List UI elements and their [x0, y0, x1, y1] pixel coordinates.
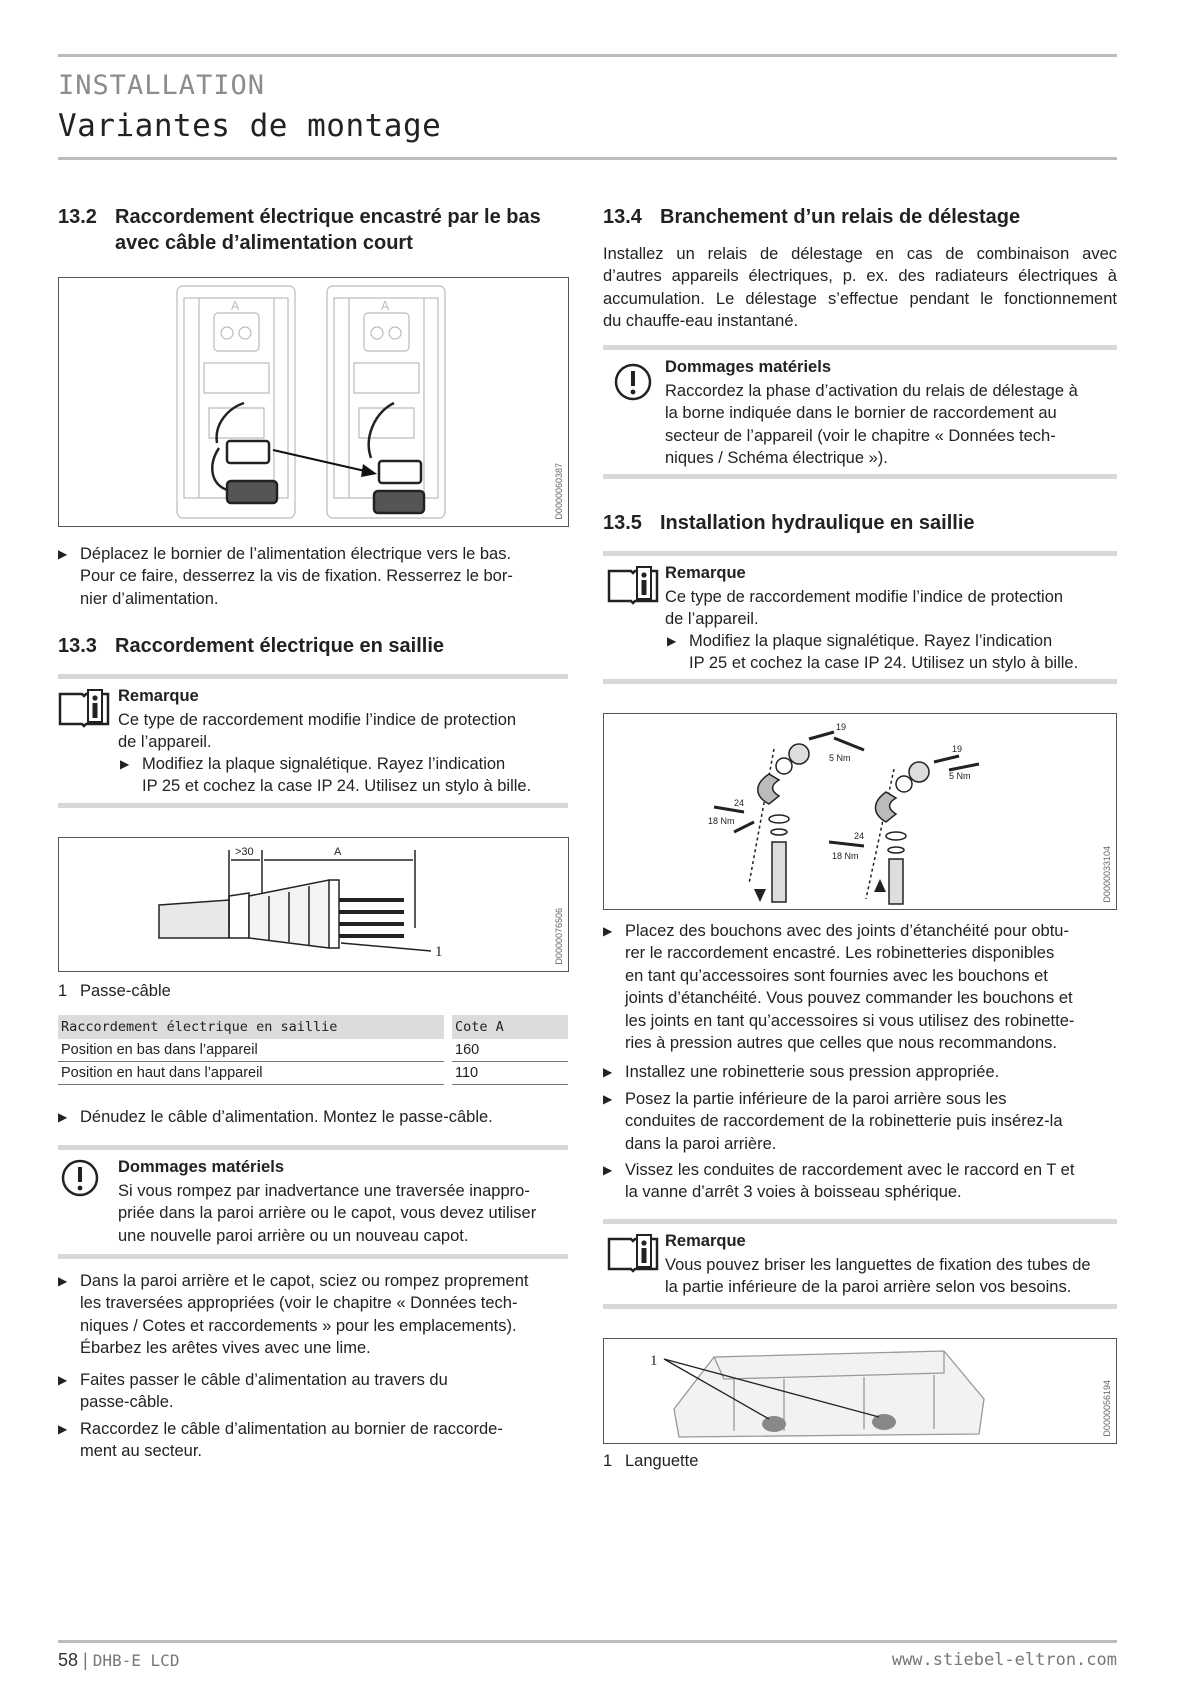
text-line: Si vous rompez par inadvertance une traversée inappro-: [118, 1182, 530, 1200]
svg-text:A: A: [381, 299, 390, 313]
text-line: ▶ Modifiez la plaque signalétique. Rayez l’indication: [689, 632, 1053, 650]
heading-text: Branchement d’un relais de délestage: [660, 206, 1021, 228]
text-line: dans la paroi arrière.: [625, 1134, 777, 1153]
text-line: Pour ce faire, desserrez la vis de fixation. Resserrez le bor-: [80, 567, 513, 586]
text-line: ries à pression autres que celles que nous recommandons.: [625, 1034, 1057, 1053]
table-cell: 110: [448, 1062, 568, 1085]
text-line: la vanne d’arrêt 3 voies à boisseau sphérique.: [625, 1183, 962, 1202]
step-screw-lines: [603, 1159, 1139, 1204]
torque-label: 5 Nm: [829, 753, 851, 763]
text-line: une nouvelle paroi arrière ou un nouveau capot.: [118, 1226, 469, 1245]
footer-left: [58, 1650, 179, 1671]
caption-number: 1: [603, 1452, 613, 1470]
text-line: Vous pouvez briser les languettes de fixation des tubes de: [665, 1256, 1091, 1274]
damage-body: [118, 1180, 568, 1247]
callout-label: 1: [650, 1353, 658, 1369]
caption-text: Passe-câble: [80, 982, 171, 1000]
table-row: [58, 1062, 568, 1085]
step-lower-part: [603, 1088, 1139, 1155]
text-line: les traversées appropriées (voir le chapitre « Données tech-: [80, 1294, 518, 1313]
note-bottom-bar: [603, 1304, 1117, 1309]
note-bottom-bar: [603, 679, 1117, 684]
text-line: secteur de l’appareil (voir le chapitre « Données tech-: [665, 426, 1056, 445]
step-install-tap: [603, 1061, 1139, 1083]
text-line: niques / Schéma électrique »).: [665, 449, 888, 468]
text-line: passe-câble.: [80, 1393, 174, 1412]
figure-tabs: [603, 1338, 1117, 1444]
heading-number: 13.4: [603, 206, 642, 228]
page-number: 58: [58, 1650, 79, 1670]
text-line: ▶ Vissez les conduites de raccordement avec le raccord en T et: [625, 1161, 1075, 1179]
dimension-table: [58, 1015, 568, 1085]
heading-13-3: [58, 633, 578, 661]
table-cell: 160: [448, 1039, 568, 1062]
warning-exclamation-icon: [613, 362, 653, 402]
text-line: Installez un relais de délestage en cas de combinaison avec: [603, 245, 1117, 263]
figure-caption: [58, 982, 171, 1001]
note-bottom-bar: [603, 474, 1117, 479]
wrench-size-label: 19: [836, 722, 847, 732]
text-line: conduites de raccordement de la robinetterie puis insérez-la: [625, 1112, 1063, 1131]
dimension-label: >30: [235, 846, 254, 858]
step-plugs: [603, 920, 1139, 1054]
info-book-icon: [607, 1233, 659, 1273]
figure-cable-gland: [58, 837, 569, 972]
table-header-cell: Cote A: [448, 1015, 568, 1039]
text-line: accumulation. Le délestage s’effectue pendant le fonctionnement: [603, 289, 1117, 308]
wrench-size-label: 24: [854, 831, 865, 841]
text-line: rer le raccordement encastré. Les robinetteries disponibles: [625, 944, 1055, 963]
header-section: INSTALLATION: [58, 70, 266, 101]
table-cell: Position en haut dans l’appareil: [58, 1062, 448, 1085]
note-step: [120, 753, 592, 798]
header-top-rule: [58, 54, 1117, 57]
text-line: de l’appareil.: [665, 610, 759, 629]
text-line: d’autres appareils électriques, p. ex. des radiateurs électriques à: [603, 267, 1117, 286]
text-line: ▶ Dans la paroi arrière et le capot, sciez ou rompez proprement: [80, 1272, 529, 1290]
text-line: du chauffe-eau instantané.: [603, 312, 799, 331]
torque-label: 18 Nm: [832, 851, 859, 861]
figure-id: D0000076506: [554, 908, 564, 965]
caption-number: 1: [58, 982, 68, 1000]
heading-text: Raccordement électrique en saillie: [115, 635, 445, 657]
wrench-size-label: 19: [952, 744, 963, 754]
text-line: IP 25 et cochez la case IP 24. Utilisez un stylo à bille.: [689, 654, 1079, 673]
footer-rule: [58, 1640, 1117, 1643]
heading-13-5: [603, 510, 1117, 538]
text-line: Raccordez la phase d’activation du relais de délestage à: [665, 382, 1078, 400]
text-line: ▶ Dénudez le câble d’alimentation. Montez le passe-câble.: [80, 1108, 493, 1126]
text-line: ment au secteur.: [80, 1442, 202, 1461]
heading-number: 13.3: [58, 635, 97, 657]
text-line: la partie inférieure de la paroi arrière selon vos besoins.: [665, 1278, 1072, 1297]
text-line: ▶ Modifiez la plaque signalétique. Rayez l’indication: [142, 755, 506, 773]
table-row: [58, 1039, 568, 1062]
info-book-icon: [607, 565, 659, 605]
info-book-icon: [58, 688, 110, 728]
damage-title: Dommages matériels: [665, 358, 831, 376]
text-line: priée dans la paroi arrière ou le capot, vous devez utiliser: [118, 1204, 537, 1223]
note-title: Remarque: [665, 1232, 746, 1250]
note-body: [665, 586, 1117, 631]
text-line: ▶ Faites passer le câble d’alimentation au travers du: [80, 1371, 448, 1389]
step-route-cable: [58, 1369, 600, 1414]
warning-exclamation-icon: [60, 1158, 100, 1198]
text-line: Ce type de raccordement modifie l’indice de protection: [118, 711, 517, 729]
product-name: DHB-E LCD: [92, 1651, 180, 1670]
note-body: [118, 709, 568, 754]
text-line: joints d’étanchéité. Vous pouvez commander les bouchons et: [625, 989, 1073, 1008]
water-fittings-illustration: [604, 714, 1116, 909]
page-title: Variantes de montage: [58, 108, 442, 144]
cable-gland-illustration: [59, 838, 568, 971]
footer-url: www.stiebel-eltron.com: [891, 1650, 1117, 1670]
note-top-bar: [603, 1219, 1117, 1224]
text-line: Ce type de raccordement modifie l’indice de protection: [665, 588, 1064, 606]
text-line: niques / Cotes et raccordements » pour les emplacements).: [80, 1316, 517, 1335]
step-cut-openings: [58, 1270, 600, 1360]
text-line: Ébarbez les arêtes vives avec une lime.: [80, 1339, 371, 1358]
text-line: de l’appareil.: [118, 733, 212, 752]
note-body: [665, 1254, 1117, 1299]
table-cell: Position en bas dans l’appareil: [58, 1039, 448, 1062]
text-line: nier d’alimentation.: [80, 589, 219, 608]
note-top-bar: [603, 345, 1117, 350]
text-line: les joints en tant qu’accessoires si vous utilisez des robinette-: [625, 1011, 1075, 1030]
footer-separator: |: [83, 1650, 88, 1670]
figure-terminal-relocation: [58, 277, 569, 527]
heading-number: 13.5: [603, 512, 642, 534]
note-title: Remarque: [118, 687, 199, 705]
text-line: ▶ Raccordez le câble d’alimentation au bornier de raccorde-: [80, 1420, 503, 1438]
heading-line-1: Raccordement électrique encastré par le bas: [115, 206, 541, 228]
note-bottom-bar: [58, 1254, 568, 1259]
table-header-row: [58, 1015, 568, 1039]
damage-title: Dommages matériels: [118, 1158, 284, 1176]
heading-number: 13.2: [58, 206, 97, 228]
damage-body: [665, 380, 1117, 470]
figure-id: D0000060387: [554, 463, 564, 520]
step-move-terminal: [58, 543, 600, 610]
heading-13-2: [58, 204, 578, 260]
tabs-illustration: [604, 1339, 1116, 1443]
caption-text: Languette: [625, 1452, 699, 1470]
figure-water-fittings: [603, 713, 1117, 910]
figure-id: D0000033104: [1102, 846, 1112, 903]
figure-caption: [603, 1452, 698, 1471]
callout-label: 1: [435, 944, 443, 960]
text-line: IP 25 et cochez la case IP 24. Utilisez un stylo à bille.: [142, 777, 532, 796]
text-line: ▶ Installez une robinetterie sous pression appropriée.: [625, 1063, 1000, 1081]
paragraph-relay: [603, 243, 1117, 333]
text-line: ▶ Placez des bouchons avec des joints d’étanchéité pour obtu-: [625, 922, 1069, 940]
terminal-relocation-illustration: [59, 278, 568, 526]
note-top-bar: [58, 674, 568, 679]
step-strip-cable: [58, 1106, 600, 1128]
text-line: ▶ Déplacez le bornier de l’alimentation électrique vers le bas.: [80, 545, 512, 563]
note-top-bar: [58, 1145, 568, 1150]
dimension-label: A: [334, 846, 342, 858]
figure-id: D0000056194: [1102, 1380, 1112, 1437]
wrench-size-label: 24: [734, 798, 745, 808]
note-step: [667, 630, 1141, 675]
note-bottom-bar: [58, 803, 568, 808]
header-bottom-rule: [58, 157, 1117, 160]
heading-13-4: [603, 204, 1117, 232]
torque-label: 5 Nm: [949, 771, 971, 781]
heading-line-2: avec câble d’alimentation court: [115, 232, 413, 254]
heading-text: Installation hydraulique en saillie: [660, 512, 975, 534]
note-top-bar: [603, 551, 1117, 556]
step-connect-cable: [58, 1418, 600, 1463]
text-line: la borne indiquée dans le bornier de raccordement au: [665, 404, 1057, 423]
svg-text:A: A: [231, 299, 240, 313]
torque-label: 18 Nm: [708, 816, 735, 826]
text-line: ▶ Posez la partie inférieure de la paroi arrière sous les: [625, 1090, 1007, 1108]
table-header-cell: Raccordement électrique en saillie: [58, 1015, 448, 1039]
note-title: Remarque: [665, 564, 746, 582]
text-line: en tant qu’accessoires sont fournies avec les bouchons et: [625, 966, 1048, 985]
